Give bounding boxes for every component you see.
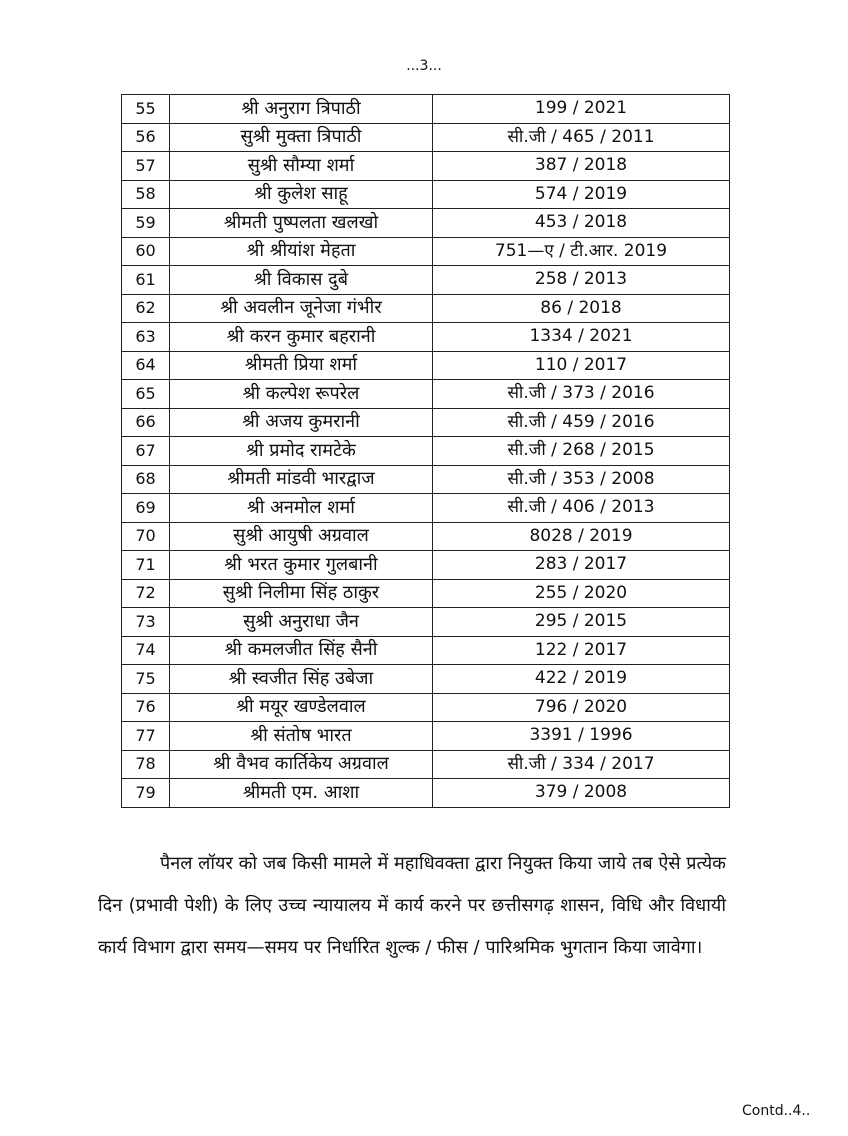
table-row xyxy=(122,665,730,694)
table-row xyxy=(122,494,730,523)
registration-number-cell: 574 / 2019 xyxy=(433,180,730,209)
table-row xyxy=(122,522,730,551)
serial-number-cell: 59 xyxy=(122,209,170,238)
serial-number-cell: 67 xyxy=(122,437,170,466)
table-row xyxy=(122,95,730,124)
lawyer-name-cell: सुश्री अनुराधा जैन xyxy=(170,608,433,637)
table-body xyxy=(122,95,730,808)
lawyer-name-cell: सुश्री निलीमा सिंह ठाकुर xyxy=(170,579,433,608)
table-row xyxy=(122,380,730,409)
serial-number-cell: 57 xyxy=(122,152,170,181)
registration-number-cell: 387 / 2018 xyxy=(433,152,730,181)
registration-number-cell: 255 / 2020 xyxy=(433,579,730,608)
registration-number-cell: 122 / 2017 xyxy=(433,636,730,665)
lawyer-name-cell: सुश्री मुक्ता त्रिपाठी xyxy=(170,123,433,152)
lawyer-name-cell: श्री कुलेश साहू xyxy=(170,180,433,209)
serial-number-cell: 60 xyxy=(122,237,170,266)
registration-number-cell: 796 / 2020 xyxy=(433,693,730,722)
table-row xyxy=(122,437,730,466)
serial-number-cell: 65 xyxy=(122,380,170,409)
serial-number-cell: 77 xyxy=(122,722,170,751)
table-row xyxy=(122,294,730,323)
serial-number-cell: 71 xyxy=(122,551,170,580)
registration-number-cell: 283 / 2017 xyxy=(433,551,730,580)
lawyer-name-cell: श्री प्रमोद रामटेके xyxy=(170,437,433,466)
lawyer-name-cell: श्री अवलीन जूनेजा गंभीर xyxy=(170,294,433,323)
registration-number-cell: 422 / 2019 xyxy=(433,665,730,694)
registration-number-cell: सी.जी / 373 / 2016 xyxy=(433,380,730,409)
table-row xyxy=(122,579,730,608)
registration-number-cell: 751—ए / टी.आर. 2019 xyxy=(433,237,730,266)
lawyer-name-cell: श्री श्रीयांश मेहता xyxy=(170,237,433,266)
registration-number-cell: 295 / 2015 xyxy=(433,608,730,637)
lawyer-name-cell: सुश्री आयुषी अग्रवाल xyxy=(170,522,433,551)
registration-number-cell: 199 / 2021 xyxy=(433,95,730,124)
registration-number-cell: सी.जी / 465 / 2011 xyxy=(433,123,730,152)
table-row xyxy=(122,551,730,580)
lawyer-name-cell: श्री भरत कुमार गुलबानी xyxy=(170,551,433,580)
serial-number-cell: 74 xyxy=(122,636,170,665)
lawyer-name-cell: श्री वैभव कार्तिकेय अग्रवाल xyxy=(170,750,433,779)
serial-number-cell: 55 xyxy=(122,95,170,124)
registration-number-cell: 453 / 2018 xyxy=(433,209,730,238)
serial-number-cell: 56 xyxy=(122,123,170,152)
table-row xyxy=(122,465,730,494)
page-number: ...3... xyxy=(406,58,442,74)
registration-number-cell: सी.जी / 459 / 2016 xyxy=(433,408,730,437)
registration-number-cell: 86 / 2018 xyxy=(433,294,730,323)
table-row xyxy=(122,693,730,722)
registration-number-cell: 8028 / 2019 xyxy=(433,522,730,551)
registration-number-cell: 1334 / 2021 xyxy=(433,323,730,352)
panel-lawyer-table xyxy=(121,94,730,808)
registration-number-cell: सी.जी / 268 / 2015 xyxy=(433,437,730,466)
serial-number-cell: 76 xyxy=(122,693,170,722)
serial-number-cell: 78 xyxy=(122,750,170,779)
table-row xyxy=(122,266,730,295)
registration-number-cell: 379 / 2008 xyxy=(433,779,730,808)
table-row xyxy=(122,608,730,637)
lawyer-name-cell: श्री कमलजीत सिंह सैनी xyxy=(170,636,433,665)
lawyer-name-cell: श्रीमती एम. आशा xyxy=(170,779,433,808)
registration-number-cell: सी.जी / 334 / 2017 xyxy=(433,750,730,779)
payment-paragraph: पैनल लॉयर को जब किसी मामले में महाधिवक्ता द्वारा नियुक्त किया जाये तब ऐसे प्रत्येक दिन (प्रभावी पेशी) के लिए उच्च न्यायालय में कार्य करने पर छत्तीसगढ़ शासन, विधि और विधायी कार्य विभाग द्वारा समय—समय पर निर्धारित शुल्क / फीस / पारिश्रमिक भुगतान किया जावेगा। xyxy=(98,853,726,958)
table-row xyxy=(122,779,730,808)
lawyer-name-cell: सुश्री सौम्या शर्मा xyxy=(170,152,433,181)
serial-number-cell: 64 xyxy=(122,351,170,380)
lawyer-name-cell: श्री कल्पेश रूपरेल xyxy=(170,380,433,409)
table-row xyxy=(122,722,730,751)
serial-number-cell: 72 xyxy=(122,579,170,608)
lawyer-name-cell: श्री स्वजीत सिंह उबेजा xyxy=(170,665,433,694)
lawyer-name-cell: श्रीमती प्रिया शर्मा xyxy=(170,351,433,380)
table-row xyxy=(122,408,730,437)
serial-number-cell: 70 xyxy=(122,522,170,551)
lawyer-name-cell: श्री अनुराग त्रिपाठी xyxy=(170,95,433,124)
registration-number-cell: 110 / 2017 xyxy=(433,351,730,380)
table-row xyxy=(122,323,730,352)
lawyer-name-cell: श्री अनमोल शर्मा xyxy=(170,494,433,523)
serial-number-cell: 62 xyxy=(122,294,170,323)
lawyer-name-cell: श्री संतोष भारत xyxy=(170,722,433,751)
table-row xyxy=(122,152,730,181)
continued-marker: Contd..4.. xyxy=(742,1103,811,1119)
table-row xyxy=(122,750,730,779)
lawyer-name-cell: श्रीमती पुष्पलता खलखो xyxy=(170,209,433,238)
lawyer-name-cell: श्री करन कुमार बहरानी xyxy=(170,323,433,352)
table-row xyxy=(122,180,730,209)
registration-number-cell: सी.जी / 353 / 2008 xyxy=(433,465,730,494)
serial-number-cell: 75 xyxy=(122,665,170,694)
table-row xyxy=(122,237,730,266)
serial-number-cell: 58 xyxy=(122,180,170,209)
serial-number-cell: 66 xyxy=(122,408,170,437)
lawyer-name-cell: श्री विकास दुबे xyxy=(170,266,433,295)
serial-number-cell: 68 xyxy=(122,465,170,494)
lawyer-name-cell: श्री मयूर खण्डेलवाल xyxy=(170,693,433,722)
lawyer-name-cell: श्रीमती मांडवी भारद्वाज xyxy=(170,465,433,494)
serial-number-cell: 69 xyxy=(122,494,170,523)
table-row xyxy=(122,351,730,380)
table-row xyxy=(122,123,730,152)
serial-number-cell: 79 xyxy=(122,779,170,808)
serial-number-cell: 63 xyxy=(122,323,170,352)
registration-number-cell: सी.जी / 406 / 2013 xyxy=(433,494,730,523)
table-row xyxy=(122,636,730,665)
registration-number-cell: 258 / 2013 xyxy=(433,266,730,295)
registration-number-cell: 3391 / 1996 xyxy=(433,722,730,751)
serial-number-cell: 73 xyxy=(122,608,170,637)
serial-number-cell: 61 xyxy=(122,266,170,295)
table-row xyxy=(122,209,730,238)
lawyer-name-cell: श्री अजय कुमरानी xyxy=(170,408,433,437)
